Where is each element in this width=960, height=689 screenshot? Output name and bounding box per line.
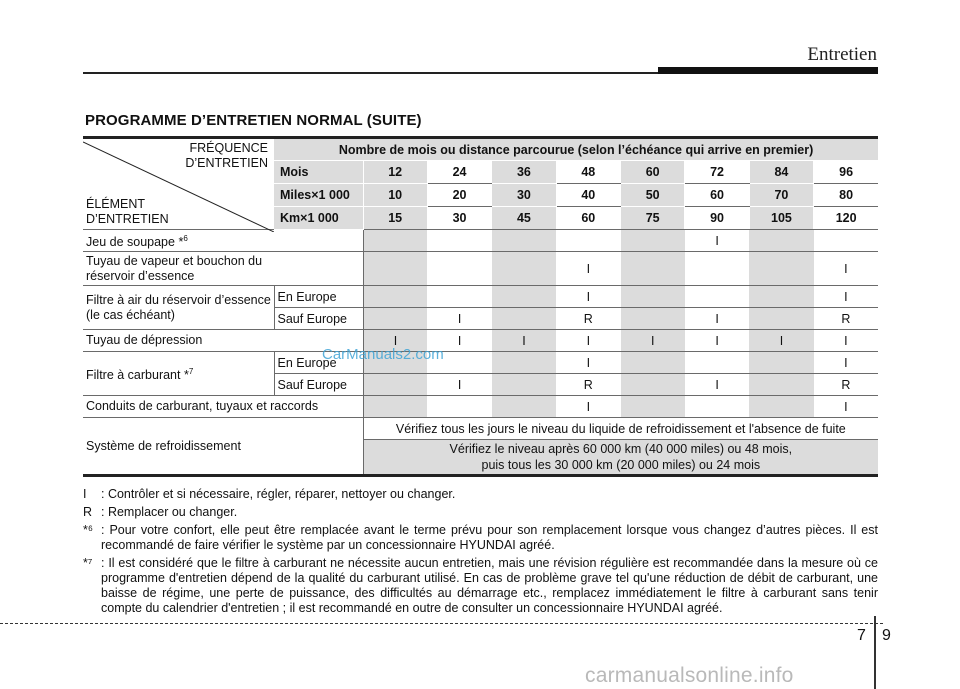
schedule-cell xyxy=(363,308,427,330)
schedule-cell: I xyxy=(556,330,620,352)
footnote-key: *⁷ xyxy=(83,556,93,570)
maintenance-item xyxy=(83,352,274,396)
section-header: Entretien xyxy=(807,44,877,65)
schedule-cell xyxy=(749,230,813,252)
footnote-marker: 6 xyxy=(183,233,188,243)
region-label: Sauf Europe xyxy=(274,374,363,396)
interval-value: 80 xyxy=(814,184,879,207)
schedule-cell: R xyxy=(556,308,620,330)
schedule-cell xyxy=(427,230,491,252)
schedule-cell xyxy=(492,286,556,308)
schedule-cell xyxy=(749,396,813,418)
element-label: ÉLÉMENT D’ENTRETIEN xyxy=(86,197,169,226)
schedule-cell: I xyxy=(427,374,491,396)
chapter-number: 7 xyxy=(857,627,866,644)
interval-value: 72 xyxy=(685,161,749,184)
region-label: En Europe xyxy=(274,286,363,308)
footnote-key: I xyxy=(83,487,87,501)
footnote-key: *⁶ xyxy=(83,523,94,537)
schedule-cell xyxy=(621,396,685,418)
schedule-cell xyxy=(749,286,813,308)
interval-value: 12 xyxy=(363,161,427,184)
schedule-cell xyxy=(749,374,813,396)
schedule-cell: I xyxy=(685,308,749,330)
schedule-cell xyxy=(556,230,620,252)
interval-value: 60 xyxy=(685,184,749,207)
schedule-cell xyxy=(492,352,556,374)
schedule-cell xyxy=(363,374,427,396)
interval-value: 20 xyxy=(427,184,491,207)
page-title: PROGRAMME D’ENTRETIEN NORMAL (SUITE) xyxy=(85,112,422,129)
maintenance-item xyxy=(83,330,363,352)
schedule-cell: I xyxy=(427,308,491,330)
maintenance-table xyxy=(83,136,878,477)
interval-span-header: Nombre de mois ou distance parcourue (selon l’échéance qui arrive en premier) xyxy=(274,138,878,161)
maintenance-item-label: Jeu de soupape * xyxy=(86,235,184,250)
maintenance-item xyxy=(83,396,363,418)
region-label: Sauf Europe xyxy=(274,308,363,330)
cooling-interval-note xyxy=(363,440,878,476)
interval-value: 24 xyxy=(427,161,491,184)
footnote-marker: 7 xyxy=(188,366,194,376)
schedule-cell: I xyxy=(814,252,879,286)
maintenance-item xyxy=(83,230,363,252)
footnote xyxy=(83,505,878,520)
schedule-cell xyxy=(749,352,813,374)
footer-dashed-rule xyxy=(0,623,883,624)
maintenance-item-label: Tuyau de vapeur et bouchon du réservoir d’essence xyxy=(86,253,263,283)
schedule-cell xyxy=(621,286,685,308)
interval-value: 70 xyxy=(749,184,813,207)
schedule-cell: I xyxy=(814,396,879,418)
schedule-cell: I xyxy=(814,330,879,352)
table-corner-header xyxy=(83,138,274,230)
interval-value: 105 xyxy=(749,207,813,230)
schedule-cell xyxy=(492,308,556,330)
schedule-cell: I xyxy=(363,330,427,352)
schedule-cell xyxy=(621,352,685,374)
interval-value: 75 xyxy=(621,207,685,230)
schedule-cell: I xyxy=(685,330,749,352)
interval-unit-label: Mois xyxy=(274,161,363,184)
interval-value: 30 xyxy=(427,207,491,230)
header-rule xyxy=(83,72,663,74)
footnote-key: R xyxy=(83,505,93,519)
cooling-daily-note: Vérifiez tous les jours le niveau du liquide de refroidissement et l'absence de fuite xyxy=(363,418,878,440)
schedule-cell xyxy=(427,252,491,286)
schedule-cell xyxy=(492,396,556,418)
schedule-cell xyxy=(621,252,685,286)
interval-value: 36 xyxy=(492,161,556,184)
footnote-text: : Remplacer ou changer. xyxy=(101,505,238,519)
interval-unit-label: Miles×1 000 xyxy=(274,184,363,207)
schedule-cell xyxy=(814,230,879,252)
schedule-cell xyxy=(492,230,556,252)
schedule-cell: I xyxy=(492,330,556,352)
interval-unit-label: Km×1 000 xyxy=(274,207,363,230)
schedule-cell xyxy=(363,252,427,286)
footnote xyxy=(83,556,878,616)
maintenance-item-label: Filtre à air du réservoir d’essence (le cas échéant) xyxy=(86,292,271,322)
cooling-interval-line1: Vérifiez le niveau après 60 000 km (40 000 miles) ou 48 mois, xyxy=(449,442,793,456)
interval-value: 15 xyxy=(363,207,427,230)
schedule-cell: I xyxy=(621,330,685,352)
maintenance-item-label: Tuyau de dépression xyxy=(86,333,203,347)
interval-value: 40 xyxy=(556,184,620,207)
schedule-cell: I xyxy=(814,352,879,374)
schedule-cell: I xyxy=(556,286,620,308)
footer-vertical-rule xyxy=(874,616,876,689)
schedule-cell: I xyxy=(556,396,620,418)
maintenance-item-label: Filtre à carburant * xyxy=(86,368,189,383)
schedule-cell: I xyxy=(749,330,813,352)
interval-value: 48 xyxy=(556,161,620,184)
interval-value: 10 xyxy=(363,184,427,207)
frequency-label: FRÉQUENCE D’ENTRETIEN xyxy=(185,141,268,170)
schedule-cell xyxy=(749,308,813,330)
interval-value: 60 xyxy=(621,161,685,184)
interval-value: 90 xyxy=(685,207,749,230)
page-number: 9 xyxy=(882,627,891,644)
maintenance-item xyxy=(83,252,363,286)
footnote xyxy=(83,523,878,553)
maintenance-item: Système de refroidissement xyxy=(83,418,363,476)
footnote-text: : Il est considéré que le filtre à carburant ne nécessite aucun entretien, mais une révision régulière est recommandée dans la mesure où ce programme d'entretien dépend de la qualité du carburant utilisé. En cas de problème grave tel qu'une réduction de débit de carburant, une baisse de régime, une perte de puissance, des difficultés au démarrage etc., remplacez immédiatement le filtre à carburant sans tenir compte du calendrier d'entretien ; il est recommandé en outre de consulter un concessionnaire HYUNDAI agréé. xyxy=(101,556,878,615)
region-label: En Europe xyxy=(274,352,363,374)
schedule-cell xyxy=(621,374,685,396)
schedule-cell xyxy=(427,396,491,418)
schedule-cell: R xyxy=(814,308,879,330)
schedule-cell xyxy=(492,252,556,286)
header-rule-thick xyxy=(658,67,878,74)
schedule-cell: I xyxy=(556,352,620,374)
schedule-cell: I xyxy=(427,330,491,352)
schedule-cell: I xyxy=(685,374,749,396)
schedule-cell: R xyxy=(814,374,879,396)
schedule-cell xyxy=(363,286,427,308)
site-watermark: carmanualsonline.info xyxy=(585,664,794,687)
footnotes xyxy=(83,487,878,619)
interval-value: 120 xyxy=(814,207,879,230)
footnote-text: : Contrôler et si nécessaire, régler, réparer, nettoyer ou changer. xyxy=(101,487,456,501)
schedule-cell: R xyxy=(556,374,620,396)
interval-value: 60 xyxy=(556,207,620,230)
footnote-text: : Pour votre confort, elle peut être remplacée avant le terme prévu pour son remplacement lorsque vous changez d’autres pièces. Il est recommandé de faire vérifier le système par un concessionnaire HYUNDAI agréé. xyxy=(101,523,878,552)
schedule-cell xyxy=(685,252,749,286)
interval-value: 50 xyxy=(621,184,685,207)
interval-value: 45 xyxy=(492,207,556,230)
maintenance-item-label: Conduits de carburant, tuyaux et raccords xyxy=(86,399,319,413)
maintenance-item xyxy=(83,286,274,330)
schedule-cell xyxy=(427,286,491,308)
schedule-cell xyxy=(492,374,556,396)
schedule-cell xyxy=(685,396,749,418)
schedule-cell xyxy=(363,230,427,252)
watermark-text: CarManuals2.com xyxy=(322,346,444,363)
schedule-cell: I xyxy=(556,252,620,286)
schedule-cell xyxy=(749,252,813,286)
schedule-cell xyxy=(685,286,749,308)
schedule-cell: I xyxy=(685,230,749,252)
schedule-cell xyxy=(685,352,749,374)
schedule-cell xyxy=(621,230,685,252)
schedule-cell: I xyxy=(814,286,879,308)
schedule-cell xyxy=(363,396,427,418)
cooling-interval-line2: puis tous les 30 000 km (20 000 miles) ou 24 mois xyxy=(481,458,761,472)
interval-value: 84 xyxy=(749,161,813,184)
footnote xyxy=(83,487,878,502)
interval-value: 96 xyxy=(814,161,879,184)
schedule-cell xyxy=(621,308,685,330)
interval-value: 30 xyxy=(492,184,556,207)
